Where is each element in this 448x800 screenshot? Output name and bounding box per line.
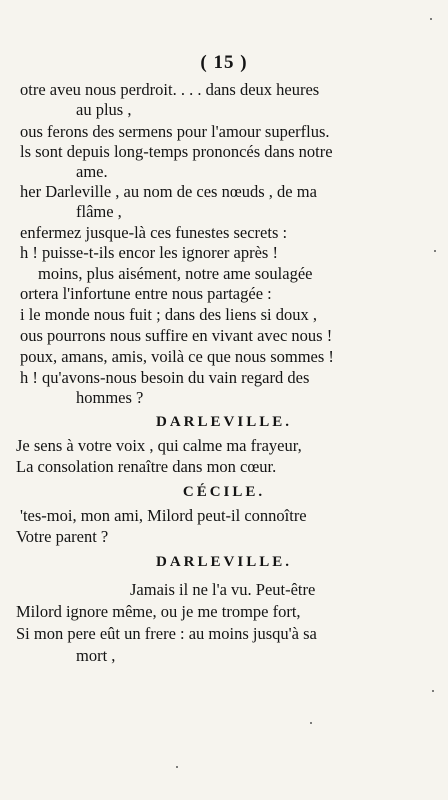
verse-line: Jamais il ne l'a vu. Peut-être [130, 580, 316, 599]
verse-line: mort , [76, 646, 116, 665]
verse-line: 'tes-moi, mon ami, Milord peut-il connoître [20, 506, 307, 525]
verse-line: ame. [76, 162, 108, 181]
verse-line: ortera l'infortune entre nous partagée : [20, 284, 272, 303]
verse-line: otre aveu nous perdroit. . . . dans deux heures [20, 80, 320, 99]
speaker-name: DARLEVILLE. [156, 414, 292, 430]
verse-line: enfermez jusque-là ces funestes secrets : [20, 223, 288, 242]
verse-line: flâme , [76, 202, 122, 221]
verse-line: hommes ? [76, 388, 144, 407]
verse-line: i le monde nous fuit ; dans des liens si doux , [20, 305, 317, 324]
verse-line: moins, plus aisément, notre ame soulagée [38, 264, 313, 283]
verse-line: Milord ignore même, ou je me trompe fort, [16, 602, 301, 621]
ink-speck [434, 250, 436, 252]
verse-line: h ! qu'avons-nous besoin du vain regard des [20, 368, 310, 387]
speaker-name: CÉCILE. [182, 484, 266, 500]
verse-line: au plus , [76, 100, 132, 119]
ink-speck [430, 18, 432, 20]
verse-line: poux, amans, amis, voilà ce que nous sommes ! [20, 347, 334, 366]
verse-line: La consolation renaître dans mon cœur. [16, 457, 277, 476]
verse-line: ls sont depuis long-temps prononcés dans notre [20, 142, 333, 161]
verse-line: h ! puisse-t-ils encor les ignorer après ! [20, 243, 278, 262]
ink-speck [432, 690, 434, 692]
speaker-name: DARLEVILLE. [156, 554, 292, 570]
page-number: ( 15 ) [200, 52, 248, 73]
verse-line: her Darleville , au nom de ces nœuds , de ma [20, 182, 317, 201]
ink-speck [310, 722, 312, 724]
verse-line: Si mon pere eût un frere : au moins jusqu'à sa [16, 624, 317, 643]
ink-speck [176, 766, 178, 768]
verse-line: Votre parent ? [16, 527, 109, 546]
verse-line: ous pourrons nous suffire en vivant avec nous ! [20, 326, 333, 345]
verse-line: Je sens à votre voix , qui calme ma frayeur, [16, 436, 302, 455]
verse-line: ous ferons des sermens pour l'amour superflus. [20, 122, 330, 141]
